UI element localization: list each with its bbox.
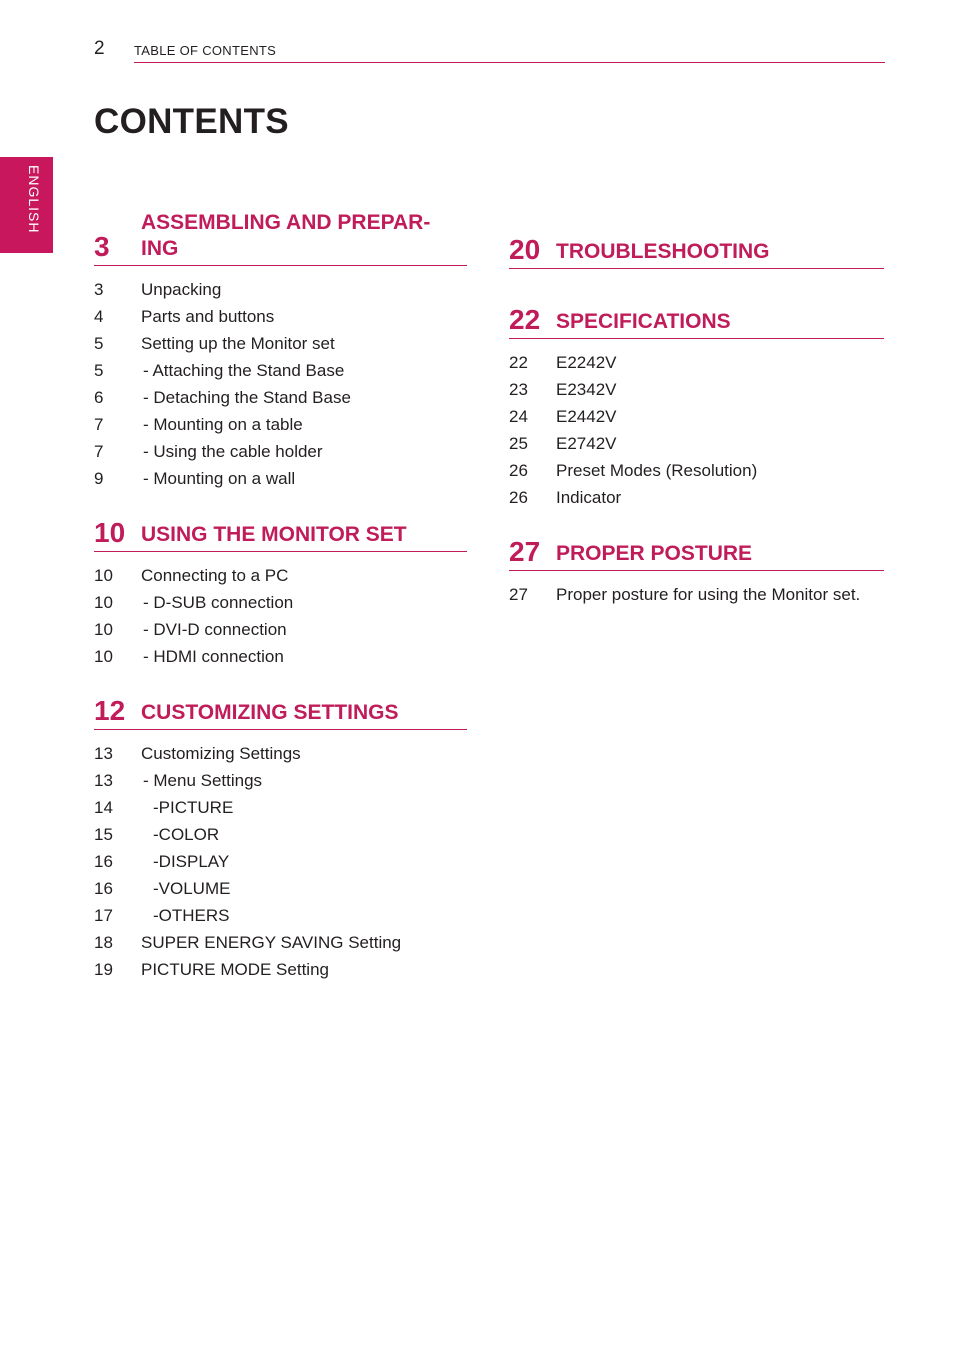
toc-entry[interactable]	[94, 794, 467, 821]
entry-title: Connecting to a PC	[141, 566, 289, 585]
entry-title: Preset Modes (Resolution)	[556, 461, 758, 480]
entry-title: - Mounting on a wall	[143, 469, 296, 488]
section-title: TROUBLESHOOTING	[556, 240, 770, 263]
entry-page-number: 15	[94, 825, 113, 844]
entry-page-number: 25	[509, 434, 528, 453]
toc-right-column	[509, 235, 884, 630]
running-header: TABLE OF CONTENTS	[134, 43, 277, 58]
entry-title: E2342V	[556, 380, 617, 399]
entry-list	[509, 581, 884, 608]
entry-page-number: 26	[509, 488, 528, 507]
toc-section-assembling-and-prepar-ing	[94, 210, 467, 492]
entry-list	[94, 276, 467, 492]
entry-page-number: 5	[94, 361, 104, 380]
toc-entry[interactable]	[94, 929, 467, 956]
toc-entry[interactable]	[94, 875, 467, 902]
toc-entry[interactable]	[94, 643, 467, 670]
toc-entry[interactable]	[94, 411, 467, 438]
section-heading[interactable]	[509, 537, 884, 571]
section-title: ASSEMBLING AND PREPAR- ING	[141, 211, 431, 260]
entry-title: - Detaching the Stand Base	[143, 388, 351, 407]
entry-page-number: 22	[509, 353, 528, 372]
entry-title: -DISPLAY	[153, 852, 230, 871]
toc-entry[interactable]	[509, 484, 884, 511]
entry-title: - HDMI connection	[143, 647, 284, 666]
page-title: CONTENTS	[94, 102, 289, 141]
language-tab	[0, 157, 53, 253]
entry-title: PICTURE MODE Setting	[141, 960, 329, 979]
toc-entry[interactable]	[94, 848, 467, 875]
toc-section-troubleshooting	[509, 235, 884, 269]
entry-page-number: 10	[94, 566, 113, 585]
toc-entry[interactable]	[509, 376, 884, 403]
entry-title: E2242V	[556, 353, 617, 372]
toc-entry[interactable]	[94, 902, 467, 929]
section-page-number: 10	[94, 517, 126, 548]
entry-title: Customizing Settings	[141, 744, 301, 763]
entry-page-number: 4	[94, 307, 104, 326]
toc-entry[interactable]	[94, 384, 467, 411]
section-heading[interactable]	[94, 518, 467, 552]
entry-page-number: 7	[94, 415, 104, 434]
entry-title: SUPER ENERGY SAVING Setting	[141, 933, 402, 952]
entry-page-number: 17	[94, 906, 113, 925]
toc-entry[interactable]	[94, 438, 467, 465]
section-title: SPECIFICATIONS	[556, 310, 731, 333]
section-page-number: 27	[509, 536, 541, 567]
toc-entry[interactable]	[94, 357, 467, 384]
toc-entry[interactable]	[509, 581, 884, 608]
language-tab-label: ENGLISH	[26, 165, 42, 234]
section-heading[interactable]	[94, 696, 467, 730]
toc-entry[interactable]	[94, 303, 467, 330]
section-page-number: 3	[94, 231, 110, 262]
entry-page-number: 13	[94, 771, 113, 790]
toc-entry[interactable]	[509, 403, 884, 430]
toc-entry[interactable]	[94, 562, 467, 589]
entry-title: Setting up the Monitor set	[141, 334, 335, 353]
entry-page-number: 27	[509, 585, 528, 604]
toc-entry[interactable]	[94, 616, 467, 643]
toc-entry[interactable]	[509, 430, 884, 457]
entry-page-number: 3	[94, 280, 104, 299]
toc-entry[interactable]	[509, 349, 884, 376]
entry-list	[94, 562, 467, 670]
entry-title: Parts and buttons	[141, 307, 275, 326]
toc-entry[interactable]	[94, 276, 467, 303]
entry-title: E2442V	[556, 407, 617, 426]
toc-section-specifications	[509, 305, 884, 511]
toc-section-using-the-monitor-set	[94, 518, 467, 670]
toc-entry[interactable]	[94, 589, 467, 616]
toc-entry[interactable]	[94, 821, 467, 848]
entry-page-number: 19	[94, 960, 113, 979]
section-title: USING THE MONITOR SET	[141, 523, 407, 546]
toc-entry[interactable]	[509, 457, 884, 484]
entry-title: -VOLUME	[153, 879, 231, 898]
entry-page-number: 24	[509, 407, 528, 426]
entry-title: - Menu Settings	[143, 771, 263, 790]
entry-title: - D-SUB connection	[143, 593, 294, 612]
entry-title: -OTHERS	[153, 906, 230, 925]
page-number: 2	[94, 38, 105, 59]
section-page-number: 12	[94, 695, 126, 726]
header-rule	[134, 62, 885, 63]
entry-title: Unpacking	[141, 280, 222, 299]
section-heading[interactable]	[94, 210, 467, 266]
entry-list	[94, 740, 467, 983]
toc-section-customizing-settings	[94, 696, 467, 983]
entry-page-number: 7	[94, 442, 104, 461]
section-title: CUSTOMIZING SETTINGS	[141, 701, 399, 724]
entry-page-number: 5	[94, 334, 104, 353]
entry-title: Proper posture for using the Monitor set.	[556, 585, 861, 604]
section-heading[interactable]	[509, 305, 884, 339]
toc-entry[interactable]	[94, 465, 467, 492]
entry-title: -COLOR	[153, 825, 220, 844]
section-page-number: 22	[509, 304, 541, 335]
entry-title: - DVI-D connection	[143, 620, 287, 639]
entry-page-number: 16	[94, 852, 113, 871]
section-heading[interactable]	[509, 235, 884, 269]
toc-entry[interactable]	[94, 330, 467, 357]
toc-entry[interactable]	[94, 740, 467, 767]
entry-title: Indicator	[556, 488, 622, 507]
entry-page-number: 14	[94, 798, 113, 817]
entry-page-number: 10	[94, 593, 113, 612]
entry-page-number: 10	[94, 647, 113, 666]
entry-title: - Using the cable holder	[143, 442, 323, 461]
entry-page-number: 16	[94, 879, 113, 898]
entry-page-number: 9	[94, 469, 104, 488]
toc-entry[interactable]	[94, 956, 467, 983]
toc-left-column	[94, 210, 467, 1005]
entry-title: - Mounting on a table	[143, 415, 303, 434]
section-title: PROPER POSTURE	[556, 542, 753, 565]
entry-title: E2742V	[556, 434, 617, 453]
entry-page-number: 26	[509, 461, 528, 480]
entry-title: - Attaching the Stand Base	[143, 361, 345, 380]
toc-entry[interactable]	[94, 767, 467, 794]
section-page-number: 20	[509, 234, 541, 265]
entry-page-number: 23	[509, 380, 528, 399]
entry-title: -PICTURE	[153, 798, 234, 817]
entry-list	[509, 349, 884, 511]
entry-page-number: 18	[94, 933, 113, 952]
entry-page-number: 10	[94, 620, 113, 639]
entry-page-number: 6	[94, 388, 104, 407]
toc-section-proper-posture	[509, 537, 884, 608]
entry-page-number: 13	[94, 744, 113, 763]
